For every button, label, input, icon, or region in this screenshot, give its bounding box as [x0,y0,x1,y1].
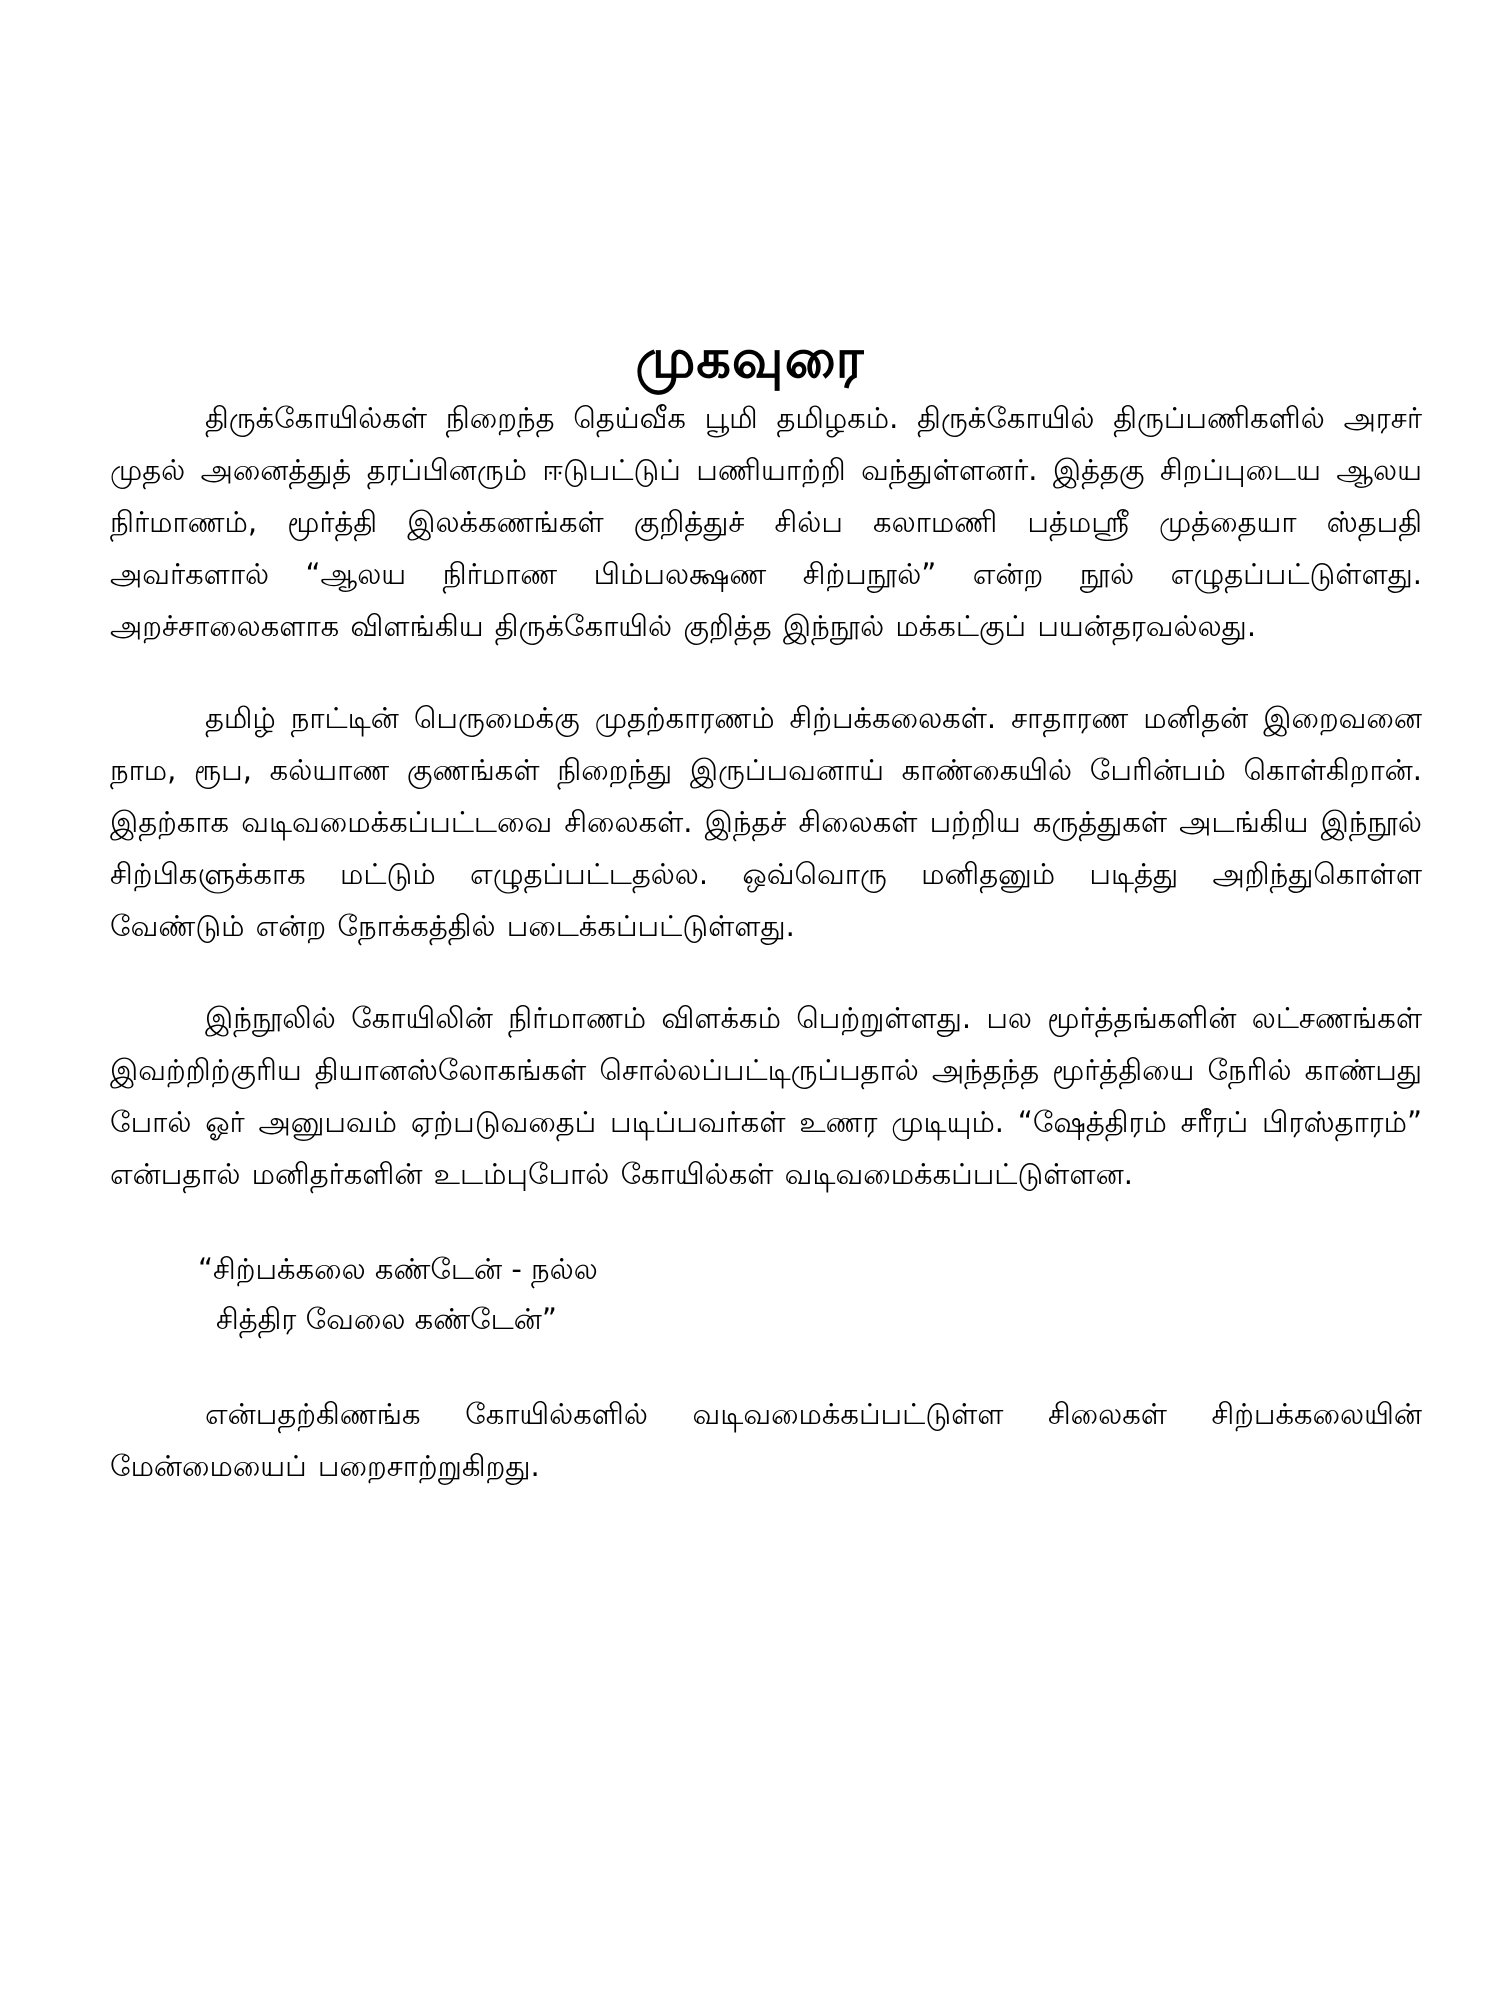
verse-line-2: சித்திர வேலை கண்டேன்” [216,1302,557,1336]
page-title: முகவுரை [635,327,865,391]
body-text [110,392,1422,1492]
paragraph-2: தமிழ் நாட்டின் பெருமைக்கு முதற்காரணம் சிற்பக்கலைகள். சாதாரண மனிதன் இறைவனை நாம, ரூப, கல்யாண குணங்கள் நிறைந்து இருப்பவனாய் காண்கையில் பேரின்பம் கொள்கிறான். இதற்காக வடிவமைக்கப்பட்டவை சிலைகள். இந்தச் சிலைகள் பற்றிய கருத்துகள் அடங்கிய இந்நூல் சிற்பிகளுக்காக மட்டும் எழுதப்பட்டதல்ல. ஒவ்வொரு மனிதனும் படித்து அறிந்துகொள்ள வேண்டும் என்ற நோக்கத்தில் படைக்கப்பட்டுள்ளது. [110,701,1422,943]
verse-quote [198,1244,1422,1344]
paragraph-1: திருக்கோயில்கள் நிறைந்த தெய்வீக பூமி தமிழகம். திருக்கோயில் திருப்பணிகளில் அரசர் முதல் அனைத்துத் தரப்பினரும் ஈடுபட்டுப் பணியாற்றி வந்துள்ளனர். இத்தகு சிறப்புடைய ஆலய நிர்மாணம், மூர்த்தி இலக்கணங்கள் குறித்துச் சில்ப கலாமணி பத்மஸ்ரீ முத்தையா ஸ்தபதி அவர்களால் “ஆலய நிர்மாண பிம்பலக்ஷண சிற்பநூல்” என்ற நூல் எழுதப்பட்டுள்ளது. அறச்சாலைகளாக விளங்கிய திருக்கோயில் குறித்த இந்நூல் மக்கட்குப் பயன்தரவல்லது. [110,401,1422,643]
verse-line-1: “சிற்பக்கலை கண்டேன் - நல்ல [198,1252,598,1286]
closing-paragraph: என்பதற்கிணங்க கோயில்களில் வடிவமைக்கப்பட்டுள்ள சிலைகள் சிற்பக்கலையின் மேன்மையைப் பறைசாற்றுகிறது. [110,1397,1422,1483]
paragraph-3: இந்நூலில் கோயிலின் நிர்மாணம் விளக்கம் பெற்றுள்ளது. பல மூர்த்தங்களின் லட்சணங்கள் இவற்றிற்குரிய தியானஸ்லோகங்கள் சொல்லப்பட்டிருப்பதால் அந்தந்த மூர்த்தியை நேரில் காண்பது போல் ஓர் அனுபவம் ஏற்படுவதைப் படிப்பவர்கள் உணர முடியும். “ஷேத்திரம் சரீரப் பிரஸ்தாரம்” என்பதால் மனிதர்களின் உடம்புபோல் கோயில்கள் வடிவமைக்கப்பட்டுள்ளன. [110,1001,1422,1191]
